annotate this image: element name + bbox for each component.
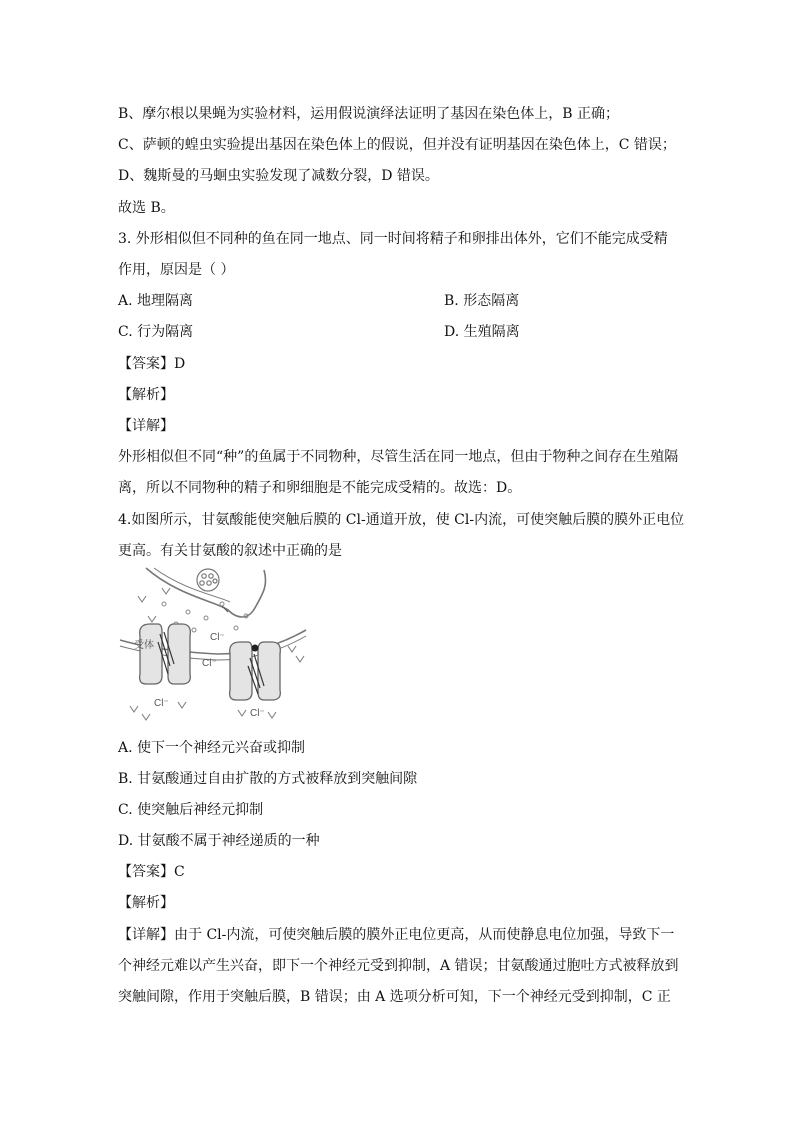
text-line-1: B、摩尔根以果蝇为实验材料，运用假说演绎法证明了基因在染色体上，B 正确； bbox=[118, 106, 620, 122]
question-3-stem-line-2: 作用，原因是（ ） bbox=[118, 262, 235, 278]
cl-label-2: Cl⁻ bbox=[202, 658, 217, 669]
question-4-detail-line-2: 个神经元难以产生兴奋，即下一个神经元受到抑制，A 错误；甘氨酸通过胞吐方式被释放到 bbox=[118, 958, 679, 974]
synapse-diagram bbox=[118, 566, 308, 724]
question-3-answer: 【答案】D bbox=[118, 356, 186, 372]
question-3-stem-line-1: 3. 外形相似但不同种的鱼在同一地点、同一时间将精子和卵排出体外，它们不能完成受精 bbox=[118, 231, 668, 247]
cl-label-3: Cl⁻ bbox=[154, 698, 169, 709]
question-4-stem-line-1: 4.如图所示，甘氨酸能使突触后膜的 Cl-通道开放，使 Cl-内流，可使突触后膜的膜外正电位 bbox=[118, 512, 685, 528]
text-line-3: D、魏斯曼的马蛔虫实验发现了减数分裂，D 错误。 bbox=[118, 168, 439, 184]
receptor-channel-left bbox=[140, 624, 191, 684]
question-3-detail-heading: 【详解】 bbox=[118, 418, 174, 434]
question-4-detail-line-3: 突触间隙，作用于突触后膜，B 错误；由 A 选项分析可知，下一个神经元受到抑制，C 正 bbox=[118, 989, 671, 1005]
question-4-answer: 【答案】C bbox=[118, 864, 185, 880]
receptor-label: 受体 bbox=[134, 640, 154, 651]
question-4-option-c: C. 使突触后神经元抑制 bbox=[118, 802, 264, 818]
question-4-stem-line-2: 更高。有关甘氨酸的叙述中正确的是 bbox=[118, 543, 342, 559]
question-4-option-d: D. 甘氨酸不属于神经递质的一种 bbox=[118, 833, 320, 849]
question-3-detail-line-2: 离，所以不同物种的精子和卵细胞是不能完成受精的。故选：D。 bbox=[118, 480, 522, 496]
question-4-option-a: A. 使下一个神经元兴奋或抑制 bbox=[118, 740, 306, 756]
question-3-detail-line-1: 外形相似但不同“种”的鱼属于不同物种，尽管生活在同一地点，但由于物种之间存在生殖隔 bbox=[118, 449, 679, 465]
cl-label-1: Cl⁻ bbox=[210, 632, 225, 643]
receptor-channel-right bbox=[230, 642, 281, 700]
question-4-detail-line-1: 【详解】由于 Cl-内流，可使突触后膜的膜外正电位更高，从而使静息电位加强，导致下一 bbox=[118, 927, 675, 943]
question-3-option-d: D. 生殖隔离 bbox=[444, 324, 520, 340]
question-3-option-b: B. 形态隔离 bbox=[444, 293, 520, 309]
question-3-analysis-heading: 【解析】 bbox=[118, 387, 174, 403]
question-4-option-b: B. 甘氨酸通过自由扩散的方式被释放到突触间隙 bbox=[118, 771, 418, 787]
question-3-option-c: C. 行为隔离 bbox=[118, 324, 194, 340]
text-line-4: 故选 B。 bbox=[118, 200, 175, 216]
question-3-option-a: A. 地理隔离 bbox=[118, 293, 194, 309]
text-line-2: C、萨顿的蝗虫实验提出基因在染色体上的假说，但并没有证明基因在染色体上，C 错误； bbox=[118, 137, 676, 153]
question-4-analysis-heading: 【解析】 bbox=[118, 895, 174, 911]
cl-label-4: Cl⁻ bbox=[250, 708, 265, 719]
synaptic-vesicle bbox=[197, 569, 219, 591]
